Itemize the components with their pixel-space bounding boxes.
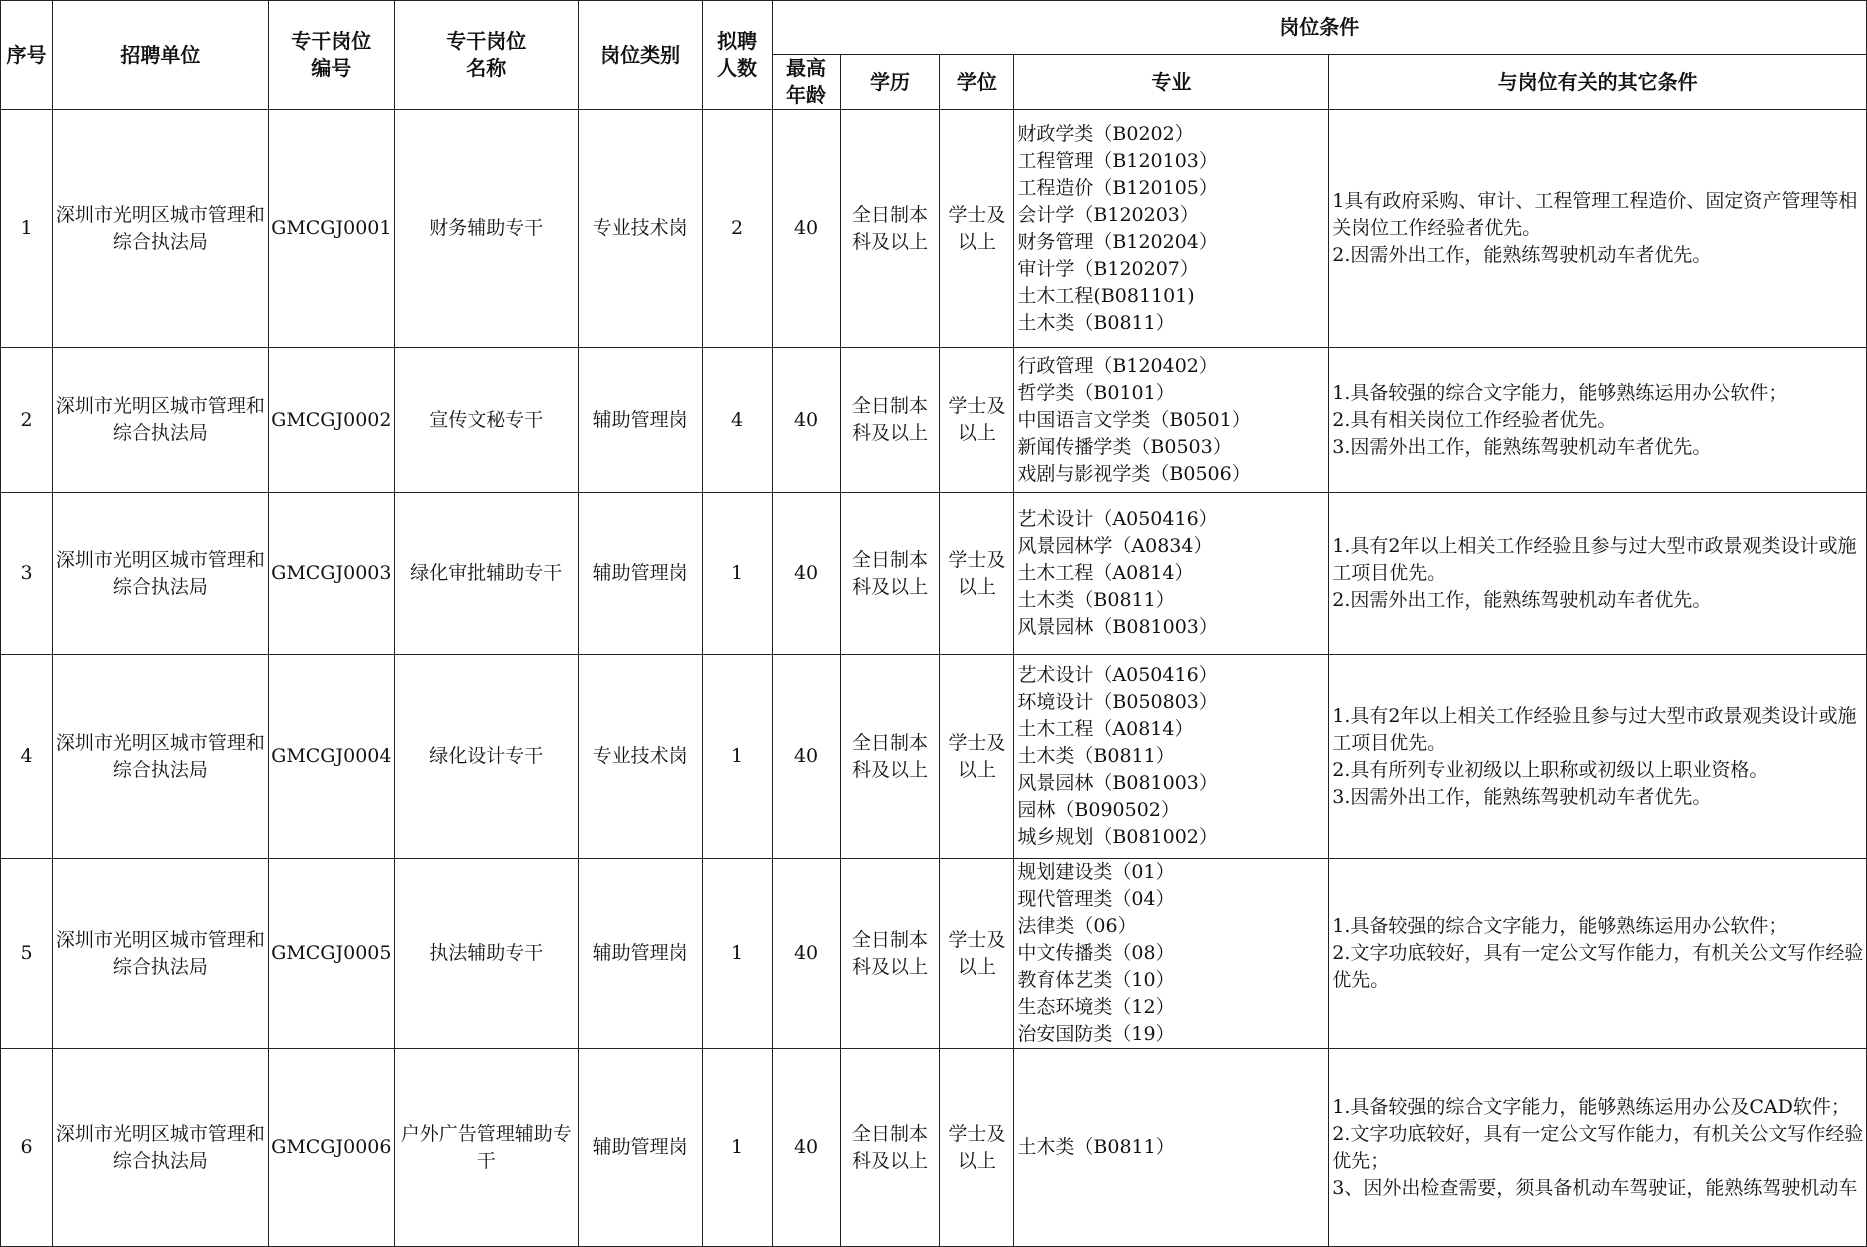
header-conditions: 岗位条件 [772, 1, 1866, 55]
cell-education: 全日制本科及以上 [840, 348, 940, 493]
table-row [1, 655, 1867, 859]
cell-other: 1.具备较强的综合文字能力，能够熟练运用办公软件； 2.具有相关岗位工作经验者优先。 3.因需外出工作，能熟练驾驶机动车者优先。 [1329, 348, 1867, 493]
cell-seq: 4 [1, 655, 53, 859]
cell-major: 行政管理（B120402） 哲学类（B0101） 中国语言文学类（B0501） 新闻传播学类（B0503） 戏剧与影视学类（B0506） [1014, 348, 1329, 493]
cell-other: 1.具备较强的综合文字能力，能够熟练运用办公及CAD软件； 2.文字功底较好，具有一定公文写作能力，有机关公文写作经验优先； 3、因外出检查需要，须具备机动车驾驶证，能熟练驾驶机动车 [1329, 1049, 1867, 1247]
cell-code: GMCGJ0006 [268, 1049, 394, 1247]
table-row [1, 493, 1867, 655]
cell-degree: 学士及以上 [940, 493, 1014, 655]
cell-unit: 深圳市光明区城市管理和综合执法局 [52, 348, 268, 493]
cell-count: 1 [702, 493, 772, 655]
cell-degree: 学士及以上 [940, 110, 1014, 348]
cell-count: 1 [702, 859, 772, 1049]
cell-category: 辅助管理岗 [578, 1049, 702, 1247]
cell-count: 1 [702, 1049, 772, 1247]
cell-name: 绿化设计专干 [394, 655, 578, 859]
header-seq: 序号 [1, 1, 53, 110]
cell-education: 全日制本科及以上 [840, 110, 940, 348]
cell-seq: 6 [1, 1049, 53, 1247]
header-major: 专业 [1014, 55, 1329, 110]
table-row [1, 1049, 1867, 1247]
cell-education: 全日制本科及以上 [840, 493, 940, 655]
cell-count: 1 [702, 655, 772, 859]
cell-other: 1.具有2年以上相关工作经验且参与过大型市政景观类设计或施工项目优先。 2.因需外出工作，能熟练驾驶机动车者优先。 [1329, 493, 1867, 655]
cell-age: 40 [772, 110, 840, 348]
cell-seq: 5 [1, 859, 53, 1049]
header-category: 岗位类别 [578, 1, 702, 110]
cell-category: 辅助管理岗 [578, 348, 702, 493]
cell-degree: 学士及以上 [940, 348, 1014, 493]
cell-major: 艺术设计（A050416） 风景园林学（A0834） 土木工程（A0814） 土木类（B0811） 风景园林（B081003） [1014, 493, 1329, 655]
cell-unit: 深圳市光明区城市管理和综合执法局 [52, 493, 268, 655]
cell-age: 40 [772, 655, 840, 859]
cell-name: 宣传文秘专干 [394, 348, 578, 493]
cell-seq: 1 [1, 110, 53, 348]
cell-age: 40 [772, 1049, 840, 1247]
cell-seq: 3 [1, 493, 53, 655]
table-row [1, 110, 1867, 348]
cell-education: 全日制本科及以上 [840, 859, 940, 1049]
cell-age: 40 [772, 493, 840, 655]
cell-unit: 深圳市光明区城市管理和综合执法局 [52, 1049, 268, 1247]
cell-count: 4 [702, 348, 772, 493]
cell-degree: 学士及以上 [940, 1049, 1014, 1247]
header-code: 专干岗位 编号 [268, 1, 394, 110]
cell-unit: 深圳市光明区城市管理和综合执法局 [52, 655, 268, 859]
cell-name: 户外广告管理辅助专干 [394, 1049, 578, 1247]
table-row [1, 859, 1867, 1049]
header-count: 拟聘 人数 [702, 1, 772, 110]
header-age: 最高 年龄 [772, 55, 840, 110]
cell-education: 全日制本科及以上 [840, 655, 940, 859]
cell-code: GMCGJ0004 [268, 655, 394, 859]
cell-other: 1.具备较强的综合文字能力，能够熟练运用办公软件； 2.文字功底较好，具有一定公文写作能力，有机关公文写作经验优先。 [1329, 859, 1867, 1049]
cell-degree: 学士及以上 [940, 655, 1014, 859]
cell-count: 2 [702, 110, 772, 348]
cell-name: 财务辅助专干 [394, 110, 578, 348]
header-name: 专干岗位 名称 [394, 1, 578, 110]
cell-category: 辅助管理岗 [578, 493, 702, 655]
cell-code: GMCGJ0005 [268, 859, 394, 1049]
header-education: 学历 [840, 55, 940, 110]
table-row [1, 348, 1867, 493]
cell-code: GMCGJ0003 [268, 493, 394, 655]
cell-other: 1具有政府采购、审计、工程管理工程造价、固定资产管理等相关岗位工作经验者优先。 2.因需外出工作，能熟练驾驶机动车者优先。 [1329, 110, 1867, 348]
cell-major: 规划建设类（01） 现代管理类（04） 法律类（06） 中文传播类（08） 教育体艺类（10） 生态环境类（12） 治安国防类（19） [1014, 859, 1329, 1049]
cell-age: 40 [772, 859, 840, 1049]
cell-category: 专业技术岗 [578, 655, 702, 859]
header-unit: 招聘单位 [52, 1, 268, 110]
cell-degree: 学士及以上 [940, 859, 1014, 1049]
cell-major: 艺术设计（A050416） 环境设计（B050803） 土木工程（A0814） 土木类（B0811） 风景园林（B081003） 园林（B090502） 城乡规划（B081002） [1014, 655, 1329, 859]
cell-code: GMCGJ0001 [268, 110, 394, 348]
cell-age: 40 [772, 348, 840, 493]
cell-major: 财政学类（B0202） 工程管理（B120103） 工程造价（B120105） 会计学（B120203） 财务管理（B120204） 审计学（B120207） 土木工程(B081101) 土木类（B0811） [1014, 110, 1329, 348]
cell-unit: 深圳市光明区城市管理和综合执法局 [52, 859, 268, 1049]
header-other: 与岗位有关的其它条件 [1329, 55, 1867, 110]
cell-category: 辅助管理岗 [578, 859, 702, 1049]
header-degree: 学位 [940, 55, 1014, 110]
cell-other: 1.具有2年以上相关工作经验且参与过大型市政景观类设计或施工项目优先。 2.具有所列专业初级以上职称或初级以上职业资格。 3.因需外出工作，能熟练驾驶机动车者优先。 [1329, 655, 1867, 859]
cell-major: 土木类（B0811） [1014, 1049, 1329, 1247]
cell-code: GMCGJ0002 [268, 348, 394, 493]
cell-name: 绿化审批辅助专干 [394, 493, 578, 655]
cell-seq: 2 [1, 348, 53, 493]
cell-category: 专业技术岗 [578, 110, 702, 348]
cell-name: 执法辅助专干 [394, 859, 578, 1049]
cell-unit: 深圳市光明区城市管理和综合执法局 [52, 110, 268, 348]
cell-education: 全日制本科及以上 [840, 1049, 940, 1247]
